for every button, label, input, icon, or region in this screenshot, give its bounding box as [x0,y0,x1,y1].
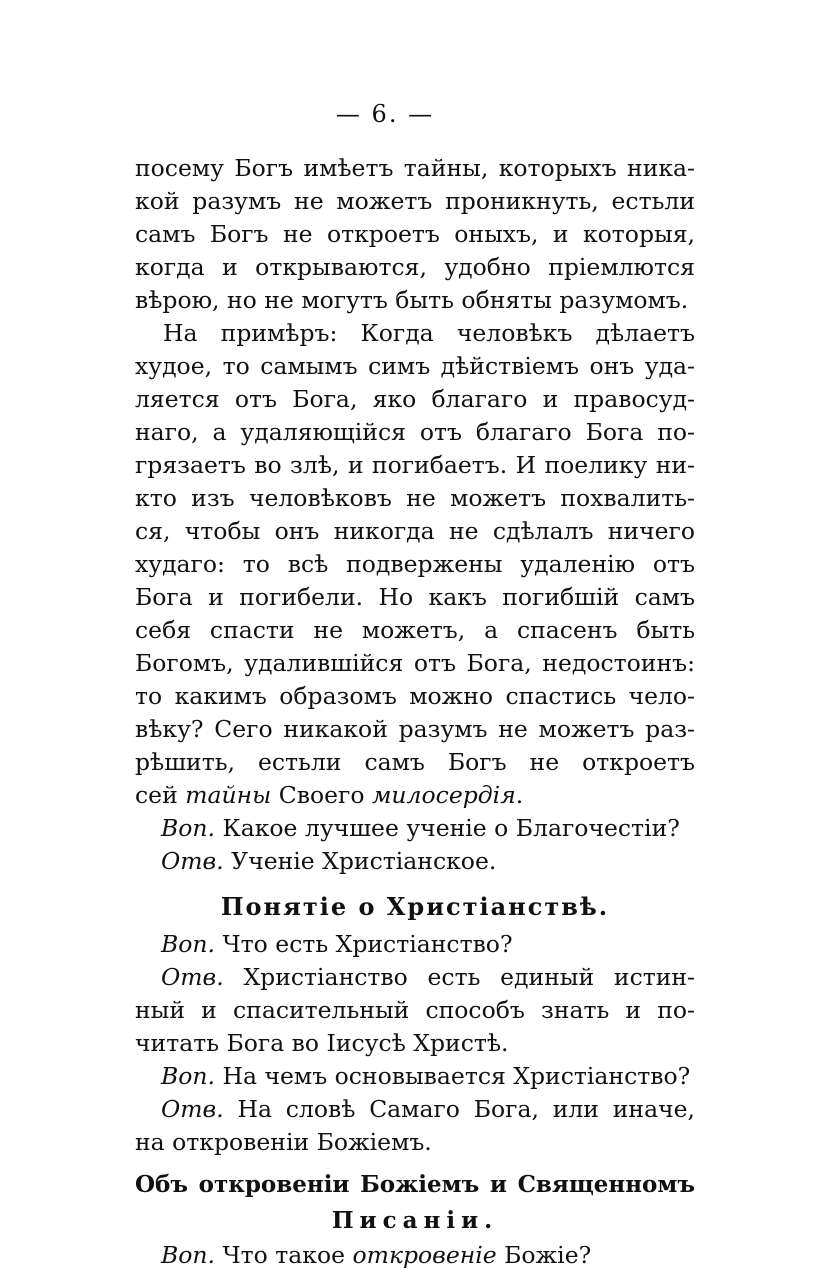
question-text: На чемъ основывается Христіанство? [215,1062,691,1090]
text-span: Своего [271,781,372,809]
text-line: кто изъ человѣковъ не можетъ похвалить- [135,484,695,512]
section-heading: Писаніи. [331,1207,499,1234]
answer [135,1093,695,1126]
question [135,928,695,961]
question-label: Воп. [161,1241,216,1269]
answer-label: Отв. [161,847,224,875]
text-span: . [515,781,524,809]
question-text: Что такое [215,1241,353,1269]
text-line: самъ Богъ не откроетъ оныхъ, и которыя, [135,220,695,248]
question-label: Воп. [161,1062,216,1090]
answer [135,845,695,878]
question-label: Воп. [161,930,216,958]
text-line: читать Бога во Іисусѣ Христѣ. [135,1029,509,1057]
text-line: худаго: то всѣ подвержены удаленію отъ [135,550,695,578]
text-line: на откровеніи Божіемъ. [135,1128,432,1156]
question [135,1239,695,1272]
text-line: вѣрою, но не могутъ быть обняты разумомъ. [135,286,689,314]
page-number: — 6. — [335,100,435,128]
question [135,1060,695,1093]
italic-word: тайны [185,781,272,809]
text-line [135,779,695,812]
italic-word: милосердія [371,781,516,809]
text-span: сей [135,781,186,809]
question-text: Божіе? [496,1241,592,1269]
question-text: Какое лучшее ученіе о Благочестіи? [215,814,680,842]
text-line: Бога и погибели. Но какъ погибшій самъ [135,583,695,611]
answer-text: На словѣ Самаго Бога, или иначе, [223,1095,695,1123]
answer [135,961,695,994]
text-line: ляется отъ Бога, яко благаго и правосуд- [135,385,695,413]
text-line: ся, чтобы онъ никогда не сдѣлалъ ничего [135,517,695,545]
answer-label: Отв. [161,963,224,991]
text-line: когда и открываются, удобно пріемлются [135,253,695,281]
text-line: грязаетъ во злѣ, и погибаетъ. И поелику ни- [135,451,695,479]
answer-label: Отв. [161,1095,224,1123]
text-line: наго, а удаляющійся отъ благаго Бога по- [135,418,695,446]
page-text [135,152,695,1272]
text-line: посему Богъ имѣетъ тайны, которыхъ ника- [135,154,695,182]
text-line: вѣку? Сего никакой разумъ не можетъ раз- [135,715,695,743]
italic-word: откровеніе [352,1241,497,1269]
text-line: худое, то самымъ симъ дѣйствіемъ онъ уда- [135,352,695,380]
text-line: себя спасти не можетъ, а спасенъ быть [135,616,695,644]
section-heading: Объ откровеніи Божіемъ и Священномъ [135,1171,695,1198]
text-line: рѣшить, естьли самъ Богъ не откроетъ [135,748,695,776]
text-line: ный и спасительный способъ знать и по- [135,996,695,1024]
question [135,812,695,845]
question-text: Что есть Христіанство? [215,930,513,958]
text-line: Богомъ, удалившійся отъ Бога, недостоинъ: [135,649,695,677]
text-line: то какимъ образомъ можно спастись чело- [135,682,695,710]
text-line: На примѣръ: Когда человѣкъ дѣлаетъ [163,319,695,347]
answer-text: Христіанство есть единый истин- [223,963,695,991]
section-heading: Понятіе о Христіанствѣ. [220,892,610,921]
text-line: кой разумъ не можетъ проникнуть, естьли [135,187,695,215]
answer-text: Ученіе Христіанское. [223,847,497,875]
question-label: Воп. [161,814,216,842]
